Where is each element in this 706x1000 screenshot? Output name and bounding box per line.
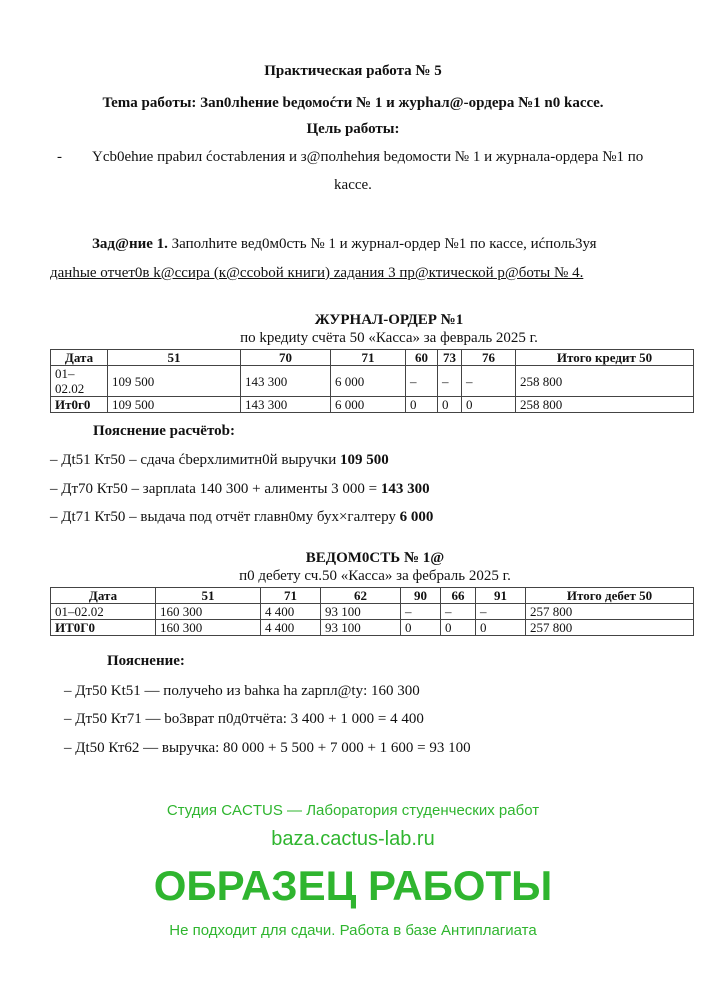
cell: 01–02.02 <box>51 366 108 397</box>
vedomost-table <box>50 587 694 636</box>
cell: 0 <box>462 397 516 413</box>
table-row-total <box>51 620 694 636</box>
note-line <box>50 509 433 526</box>
vedomost-subtitle: п0 дебету сч.50 «Касса» за фебраль 2025 г. <box>239 568 511 584</box>
header-cell: 76 <box>462 350 516 366</box>
topic-line: Tema paбoты: Зan0лhение bедомоćти № 1 и журhал@-ордера №1 n0 kacce. <box>102 95 604 111</box>
cell: – <box>406 366 438 397</box>
vedomost-notes-heading: Пояснение: <box>107 653 185 669</box>
table-header-row <box>51 588 694 604</box>
task-line-1 <box>92 236 597 253</box>
cell: 143 300 <box>241 397 331 413</box>
goal-line-2: kacce. <box>334 177 372 193</box>
header-cell: Дата <box>51 588 156 604</box>
cell: 143 300 <box>241 366 331 397</box>
table-row <box>51 604 694 620</box>
cell: 0 <box>406 397 438 413</box>
cell: 0 <box>438 397 462 413</box>
note-line: – Дт50 Кт71 — bo3врат п0д0тчёта: 3 400 + 1 000 = 4 400 <box>64 711 424 727</box>
note-text: – Дt51 Кт50 – сдача ćbерхлимитн0й выручки <box>50 452 340 468</box>
cell: – <box>476 604 526 620</box>
watermark-line-4: Не подходит для сдачи. Работа в базе Антиплагиата <box>169 922 537 939</box>
header-cell: Итого кредит 50 <box>516 350 694 366</box>
watermark-line-1: Студия CACTUS — Лаборатория студенческих работ <box>166 802 540 819</box>
cell: 4 400 <box>261 620 321 636</box>
goal-heading: Цель работы: <box>306 121 400 137</box>
header-cell: 71 <box>331 350 406 366</box>
cell: – <box>441 604 476 620</box>
note-value: 143 300 <box>380 481 430 497</box>
journal-subtitle: по kредиtу счёта 50 «Касса» за февраль 2025 г. <box>240 330 538 346</box>
cell: ИТ0Г0 <box>51 620 156 636</box>
note-text: – Дт70 Кт50 – зарплata 140 300 + алименты 3 000 = <box>50 481 381 497</box>
watermark-line-2: baza.cactus-lab.ru <box>271 828 435 850</box>
cell: 0 <box>476 620 526 636</box>
cell: – <box>438 366 462 397</box>
cell: – <box>401 604 441 620</box>
cell: 01–02.02 <box>51 604 156 620</box>
journal-table <box>50 349 694 413</box>
header-cell: Итого дебет 50 <box>526 588 694 604</box>
cell: 93 100 <box>321 620 401 636</box>
table-header-row <box>51 350 694 366</box>
note-line <box>50 481 430 498</box>
header-cell: 70 <box>241 350 331 366</box>
table-row <box>51 366 694 397</box>
header-cell: 71 <box>261 588 321 604</box>
cell: 109 500 <box>108 366 241 397</box>
cell: 93 100 <box>321 604 401 620</box>
cell: 160 300 <box>156 604 261 620</box>
header-cell: 90 <box>401 588 441 604</box>
cell: 0 <box>401 620 441 636</box>
cell: 257 800 <box>526 620 694 636</box>
cell: – <box>462 366 516 397</box>
note-line: – Дт50 Kt51 — получеho из bahка ha zapпл@ty: 160 300 <box>64 683 420 699</box>
header-cell: 73 <box>438 350 462 366</box>
header-cell: 62 <box>321 588 401 604</box>
note-line <box>50 452 389 469</box>
note-value: 6 000 <box>399 509 434 525</box>
header-cell: 51 <box>156 588 261 604</box>
goal-line-1: Ycb0ehие праbил ćостаbления и з@полhehия bедомости № 1 и журнала-ордера №1 по <box>92 149 644 165</box>
task-line-2: данhые отчет0в k@ссира (к@ссоbой книги) zадания 3 пр@ктической р@боты № 4. <box>50 265 584 281</box>
cell: 258 800 <box>516 366 694 397</box>
task-label: Зад@ние 1. <box>92 236 168 252</box>
cell: 6 000 <box>331 397 406 413</box>
document-title: Практическая работа № 5 <box>264 63 442 79</box>
note-line: – Дt50 Кт62 — выручка: 80 000 + 5 500 + 7 000 + 1 600 = 93 100 <box>64 740 471 756</box>
note-text: – Дt71 Кт50 – выдача под отчёт главн0му бух×галтеру <box>50 509 400 525</box>
cell: 258 800 <box>516 397 694 413</box>
header-cell: 91 <box>476 588 526 604</box>
journal-title: ЖУРНАЛ-ОРДЕР №1 <box>314 312 464 328</box>
task-text: Заполhите вед0м0сть № 1 и журнал-ордер №1 по кассе, иćполь3уя <box>167 236 597 252</box>
cell: Ит0г0 <box>51 397 108 413</box>
header-cell: 60 <box>406 350 438 366</box>
cell: 109 500 <box>108 397 241 413</box>
cell: 4 400 <box>261 604 321 620</box>
vedomost-title: ВЕДОМ0СТЬ № 1@ <box>305 550 445 566</box>
goal-bullet: - <box>57 149 62 165</box>
cell: 6 000 <box>331 366 406 397</box>
cell: 0 <box>441 620 476 636</box>
watermark-line-3: ОБРАЗЕЦ РАБОТЫ <box>153 862 553 909</box>
cell: 257 800 <box>526 604 694 620</box>
journal-notes-heading: Пояснение расчётоb: <box>93 423 235 439</box>
header-cell: 51 <box>108 350 241 366</box>
header-cell: Дата <box>51 350 108 366</box>
table-row-total <box>51 397 694 413</box>
header-cell: 66 <box>441 588 476 604</box>
cell: 160 300 <box>156 620 261 636</box>
note-value: 109 500 <box>339 452 389 468</box>
